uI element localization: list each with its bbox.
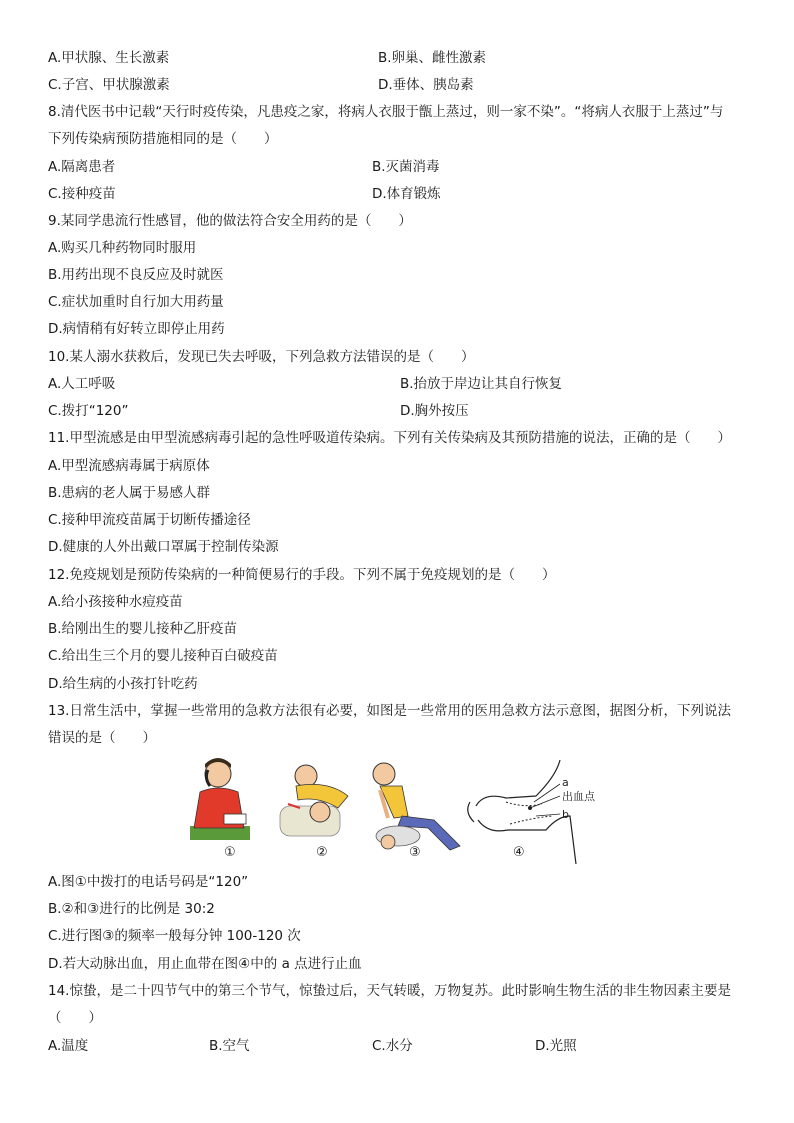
- q13-stem-line1: 13.日常生活中，掌握一些常用的急救方法很有必要，如图是一些常用的医用急救方法示意图，据图分析，下列说法: [48, 703, 731, 719]
- q12-option-c: C.给出生三个月的婴儿接种百白破疫苗: [48, 648, 278, 664]
- arm-diagram-label-b: b: [562, 808, 569, 821]
- first-aid-figure: [188, 756, 608, 864]
- q14-option-a: A.温度: [48, 1038, 89, 1054]
- q13-stem-line2: 错误的是（ ）: [48, 730, 156, 746]
- q7-option-d: D.垂体、胰岛素: [378, 77, 474, 93]
- q7-option-a: A.甲状腺、生长激素: [48, 50, 170, 66]
- q8-option-b: B.灭菌消毒: [372, 159, 440, 175]
- q11-option-b: B.患病的老人属于易感人群: [48, 485, 211, 501]
- q13-option-d: D.若大动脉出血，用止血带在图④中的 a 点进行止血: [48, 956, 362, 972]
- q9-option-b: B.用药出现不良反应及时就医: [48, 267, 224, 283]
- q12-option-d: D.给生病的小孩打针吃药: [48, 676, 198, 692]
- q11-option-d: D.健康的人外出戴口罩属于控制传染源: [48, 539, 279, 555]
- q14-option-c: C.水分: [372, 1038, 413, 1054]
- figure-panel-chest-compression: [373, 763, 460, 850]
- q14-stem-line2: （ ）: [48, 1010, 102, 1026]
- q9-option-c: C.症状加重时自行加大用药量: [48, 294, 224, 310]
- q12-stem: 12.免疫规划是预防传染病的一种简便易行的手段。下列不属于免疫规划的是（ ）: [48, 567, 556, 583]
- q8-option-a: A.隔离患者: [48, 159, 116, 175]
- q13-option-b: B.②和③进行的比例是 30:2: [48, 901, 215, 917]
- figure-label-1: ①: [224, 845, 236, 860]
- q10-option-a: A.人工呼吸: [48, 376, 116, 392]
- q14-option-b: B.空气: [209, 1038, 250, 1054]
- arm-diagram-label-a: a: [562, 776, 569, 789]
- q13-option-a: A.图①中拨打的电话号码是“120”: [48, 874, 249, 890]
- q7-option-c: C.子宫、甲状腺激素: [48, 77, 170, 93]
- q9-stem: 9.某同学患流行性感冒，他的做法符合安全用药的是（ ）: [48, 213, 412, 229]
- q8-stem-line2: 下列传染病预防措施相同的是（ ）: [48, 131, 278, 147]
- q12-option-b: B.给刚出生的婴儿接种乙肝疫苗: [48, 621, 238, 637]
- figure-panel-rescue-breathing: [280, 765, 348, 836]
- q10-stem: 10.某人溺水获救后，发现已失去呼吸，下列急救方法错误的是（ ）: [48, 349, 475, 365]
- q14-option-d: D.光照: [535, 1038, 577, 1054]
- q14-stem-line1: 14.惊蛰，是二十四节气中的第三个节气，惊蛰过后，天气转暖，万物复苏。此时影响生物生活的非生物因素主要是: [48, 983, 731, 999]
- q8-stem-line1: 8.清代医书中记载“天行时疫传染，凡患疫之家，将病人衣服于甑上蒸过，则一家不染”。“将病人衣服于上蒸过”与: [48, 104, 724, 120]
- figure-label-2: ②: [316, 845, 328, 860]
- arm-diagram-label-bleed: 出血点: [562, 790, 595, 803]
- figure-label-4: ④: [513, 845, 525, 860]
- q12-option-a: A.给小孩接种水痘疫苗: [48, 594, 183, 610]
- q11-option-c: C.接种甲流疫苗属于切断传播途径: [48, 512, 251, 528]
- q10-option-b: B.抬放于岸边让其自行恢复: [400, 376, 563, 392]
- figure-panel-phone-call: [190, 758, 250, 840]
- q8-option-c: C.接种疫苗: [48, 186, 116, 202]
- figure-panel-arm-diagram: [468, 760, 596, 864]
- q8-option-d: D.体育锻炼: [372, 186, 441, 202]
- q7-option-b: B.卵巢、雌性激素: [378, 50, 487, 66]
- q13-option-c: C.进行图③的频率一般每分钟 100-120 次: [48, 928, 301, 944]
- q11-option-a: A.甲型流感病毒属于病原体: [48, 458, 210, 474]
- q9-option-d: D.病情稍有好转立即停止用药: [48, 321, 225, 337]
- q9-option-a: A.购买几种药物同时服用: [48, 240, 197, 256]
- figure-label-3: ③: [409, 845, 421, 860]
- q10-option-d: D.胸外按压: [400, 403, 469, 419]
- q11-stem: 11.甲型流感是由甲型流感病毒引起的急性呼吸道传染病。下列有关传染病及其预防措施的说法，正确的是（ ）: [48, 430, 731, 446]
- q10-option-c: C.拨打“120”: [48, 403, 129, 419]
